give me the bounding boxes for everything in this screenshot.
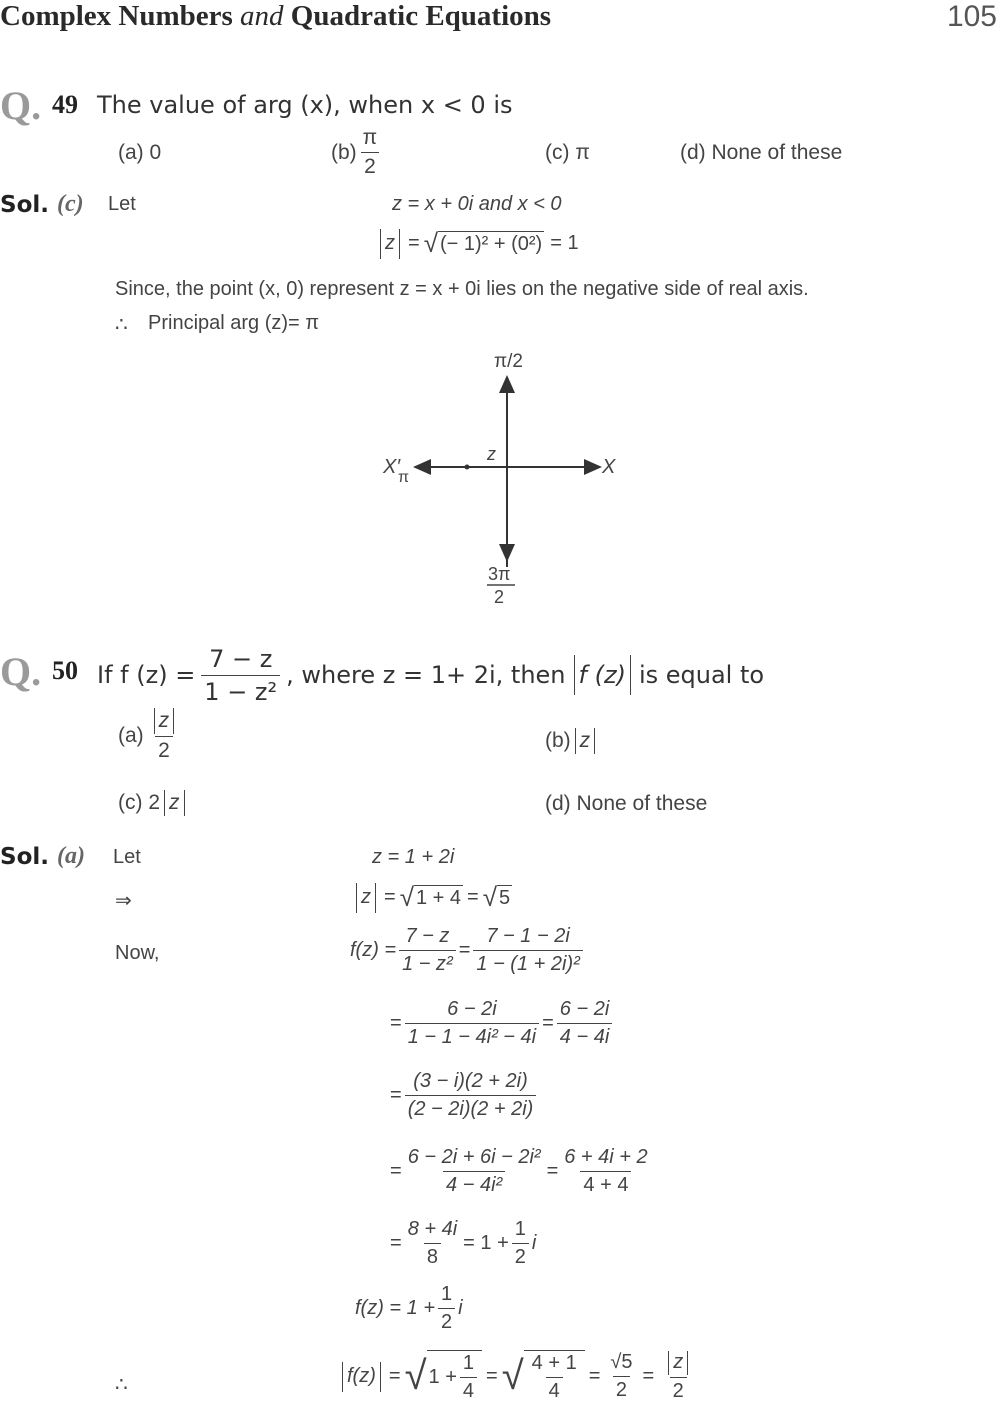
q49-therefore: ∴ xyxy=(115,314,128,336)
s3-frac2 xyxy=(473,925,582,976)
argand-diagram xyxy=(370,345,630,610)
fraction-numerator: 6 + 4i + 2 xyxy=(564,1146,648,1168)
s4-equals2: = xyxy=(542,1012,554,1034)
abs-bar xyxy=(574,655,575,695)
s7-frac2 xyxy=(512,1218,529,1269)
s2-radicand: 1 + 4 xyxy=(415,887,462,909)
fraction-numerator: 6 − 2i + 6i − 2i² xyxy=(407,1146,541,1168)
label-x-prime: X′ xyxy=(383,456,401,478)
fraction-numerator: 1 xyxy=(514,1218,526,1240)
q50-step2 xyxy=(352,882,512,913)
q49-option-b-label: (b) xyxy=(331,140,357,164)
q49-option-c: (c) π xyxy=(545,141,590,164)
abs-bar xyxy=(594,728,595,754)
fraction-denominator: 4 + 4 xyxy=(580,1171,631,1197)
q50-step6 xyxy=(390,1146,654,1197)
label-top: π/2 xyxy=(494,351,523,372)
q49-since-text: Since, the point (x, 0) represent z = x + 0i lies on the negative side of real axis. xyxy=(115,278,809,300)
s7-mid: = 1 + xyxy=(463,1232,509,1254)
q50-option-a-fraction xyxy=(147,708,182,763)
fraction-denominator: 2 xyxy=(155,736,173,763)
fraction-denominator: 2 xyxy=(512,1243,529,1269)
label-bottom-num: 3π xyxy=(488,564,511,584)
s9-frac1 xyxy=(460,1352,477,1403)
header-title-part2: Quadratic Equations xyxy=(290,0,552,32)
fraction-numerator: 7 − 1 − 2i xyxy=(486,925,570,947)
fraction-denominator: 4 xyxy=(460,1377,477,1403)
q50-text-rest: , where z = 1+ 2i, then xyxy=(286,661,566,689)
s9-z: z xyxy=(673,1351,684,1373)
abs-bar xyxy=(173,708,174,734)
s5-frac xyxy=(405,1070,537,1121)
q50-text-abs: f (z) xyxy=(578,661,626,689)
abs-bar xyxy=(375,883,376,913)
fraction-denominator: 2 xyxy=(438,1308,455,1334)
q50-text-end: is equal to xyxy=(638,661,765,689)
q49-eq1: z = x + 0i and x < 0 xyxy=(392,193,562,215)
abs-bar xyxy=(380,1362,381,1392)
q50-step1: z = 1 + 2i xyxy=(372,846,455,868)
q49-principal-arg: Principal arg (z)= π xyxy=(148,312,320,334)
eq2-z: z xyxy=(385,232,395,254)
abs-bar xyxy=(184,790,185,816)
s6-frac2 xyxy=(561,1146,650,1197)
s9-one-plus: 1 + xyxy=(428,1366,457,1388)
s9-frac4 xyxy=(661,1351,695,1403)
s6-equals: = xyxy=(390,1160,402,1182)
q50-number: 50 xyxy=(52,656,78,685)
fraction-numerator xyxy=(147,708,182,736)
s4-frac2 xyxy=(557,998,612,1049)
s9-fz: f(z) xyxy=(347,1365,376,1387)
fraction-denominator: 1 − z² xyxy=(399,950,456,976)
q50-step7 xyxy=(390,1218,536,1269)
fraction-denominator: 4 xyxy=(546,1377,563,1403)
q50-mark: Q. xyxy=(0,649,42,694)
sqrt-icon: √ xyxy=(404,1354,427,1398)
s5-equals: = xyxy=(390,1084,402,1106)
fraction-denominator: 1 − z² xyxy=(201,675,280,706)
s7-equals: = xyxy=(390,1232,402,1254)
s7-i: i xyxy=(531,1232,537,1254)
q50-step3 xyxy=(350,925,586,976)
fraction-numerator: 6 − 2i xyxy=(559,998,610,1020)
fraction-numerator: √5 xyxy=(610,1351,633,1373)
fraction-denominator: 4 − 4i² xyxy=(443,1171,505,1197)
s9-frac3 xyxy=(607,1351,635,1402)
q49-sol-answer: (c) xyxy=(57,191,84,217)
fraction-denominator: 1 − (1 + 2i)² xyxy=(473,950,582,976)
abs-bar xyxy=(164,790,165,816)
fraction-numerator: 7 − z xyxy=(405,925,450,947)
fraction-denominator: (2 − 2i)(2 + 2i) xyxy=(405,1095,537,1121)
q49-option-b xyxy=(331,126,383,179)
abs-bar xyxy=(356,883,357,913)
fraction-numerator: 1 xyxy=(462,1352,475,1374)
s2-equals: = xyxy=(384,886,396,908)
label-z: z xyxy=(487,444,496,464)
q50-text-if: If f (z) = xyxy=(97,661,196,689)
q50-step5 xyxy=(390,1070,539,1121)
fraction-numerator: (3 − i)(2 + 2i) xyxy=(413,1070,528,1092)
fraction-denominator: 8 xyxy=(424,1243,441,1269)
q50-option-b xyxy=(545,728,599,754)
fraction-numerator: 4 + 1 xyxy=(531,1352,577,1374)
header-title-and: and xyxy=(240,0,284,32)
abs-bar xyxy=(630,655,631,695)
eq2-result: = 1 xyxy=(550,232,579,254)
q49-number: 49 xyxy=(52,90,78,119)
q50-step9 xyxy=(338,1350,698,1403)
s9-radicand2 xyxy=(524,1350,585,1403)
eq2-equals: = xyxy=(408,232,420,254)
s9-equals4: = xyxy=(642,1365,655,1387)
s3-lhs: f(z) = xyxy=(350,939,397,961)
abs-bar xyxy=(380,229,381,259)
s6-equals2: = xyxy=(546,1160,559,1182)
q50-option-a-label: (a) xyxy=(118,723,144,747)
fraction-denominator: 1 − 1 − 4i² − 4i xyxy=(405,1023,539,1049)
option-b-z: z xyxy=(579,729,591,752)
q50-option-c-label: (c) 2 xyxy=(118,791,160,814)
abs-bar xyxy=(668,1351,669,1375)
s9-equals: = xyxy=(388,1365,401,1387)
q49-question-text: The value of arg (x), when x < 0 is xyxy=(97,91,513,119)
page-number: 105 xyxy=(946,0,997,33)
fraction-numerator: 1 xyxy=(441,1283,453,1305)
option-a-z: z xyxy=(158,709,170,732)
s9-frac2 xyxy=(529,1352,580,1403)
eq2-radicand: (− 1)² + (0²) xyxy=(439,233,543,255)
q50-now: Now, xyxy=(115,942,160,964)
fraction-numerator: 6 − 2i xyxy=(447,998,497,1020)
s2-equals2: = xyxy=(467,886,479,908)
s2-radicand2: 5 xyxy=(498,887,511,909)
sqrt-icon: √ xyxy=(501,1354,524,1398)
q50-step8 xyxy=(355,1283,463,1334)
abs-bar xyxy=(687,1351,688,1375)
s8-frac xyxy=(438,1283,455,1334)
sqrt-icon: √ xyxy=(399,882,414,912)
fraction-denominator: 2 xyxy=(361,152,379,179)
label-pi: π xyxy=(398,469,410,486)
fraction-numerator: π xyxy=(362,126,378,149)
s9-equals2: = xyxy=(486,1365,498,1387)
s3-frac1 xyxy=(399,925,456,976)
s4-equals: = xyxy=(390,1012,402,1034)
q50-therefore: ∴ xyxy=(115,1374,128,1396)
q50-option-b-label: (b) xyxy=(545,729,571,752)
label-x: X xyxy=(602,456,616,478)
sqrt-icon: √ xyxy=(423,228,438,258)
abs-bar xyxy=(399,229,400,259)
abs-bar xyxy=(342,1362,343,1392)
abs-bar xyxy=(154,708,155,734)
s7-frac1 xyxy=(405,1218,460,1269)
fraction-numerator: 8 + 4i xyxy=(407,1218,458,1240)
s9-equals3: = xyxy=(588,1365,601,1387)
point-z xyxy=(465,465,470,470)
s6-frac1 xyxy=(405,1146,544,1197)
q49-sol-label: Sol. xyxy=(0,192,49,218)
page-header-title xyxy=(0,0,551,33)
q49-option-d: (d) None of these xyxy=(680,141,843,164)
q50-question-text xyxy=(97,632,764,718)
q49-mark: Q. xyxy=(0,83,42,128)
q50-fraction xyxy=(201,645,280,706)
q50-option-a xyxy=(118,708,184,763)
fraction-denominator: 2 xyxy=(670,1377,687,1403)
s2-z: z xyxy=(361,886,371,908)
s3-equals: = xyxy=(458,939,471,961)
q50-sol-answer: (a) xyxy=(57,843,85,869)
q49-eq2 xyxy=(376,228,579,259)
q50-option-c xyxy=(118,790,189,816)
q49-option-a: (a) 0 xyxy=(118,141,162,164)
option-c-z: z xyxy=(169,791,180,814)
q50-implies: ⇒ xyxy=(115,890,132,912)
fraction-numerator: 7 − z xyxy=(209,644,273,673)
q50-step4 xyxy=(390,998,615,1049)
q49-option-b-fraction xyxy=(360,126,381,179)
sqrt-icon: √ xyxy=(482,882,497,912)
s8-i: i xyxy=(458,1297,463,1319)
fraction-denominator: 2 xyxy=(613,1376,630,1402)
header-title-part1: Complex Numbers xyxy=(0,0,233,32)
fraction-numerator xyxy=(661,1351,695,1377)
fraction-denominator: 4 − 4i xyxy=(557,1023,612,1049)
s9-radicand1 xyxy=(427,1350,482,1403)
q50-option-d: (d) None of these xyxy=(545,792,708,815)
s8-lhs: f(z) = 1 + xyxy=(355,1297,436,1319)
label-bottom-den: 2 xyxy=(494,587,505,607)
q50-sol-label: Sol. xyxy=(0,844,49,870)
q49-let: Let xyxy=(108,193,136,215)
s4-frac1 xyxy=(405,998,539,1049)
abs-bar xyxy=(575,728,576,754)
q50-let: Let xyxy=(113,846,141,868)
